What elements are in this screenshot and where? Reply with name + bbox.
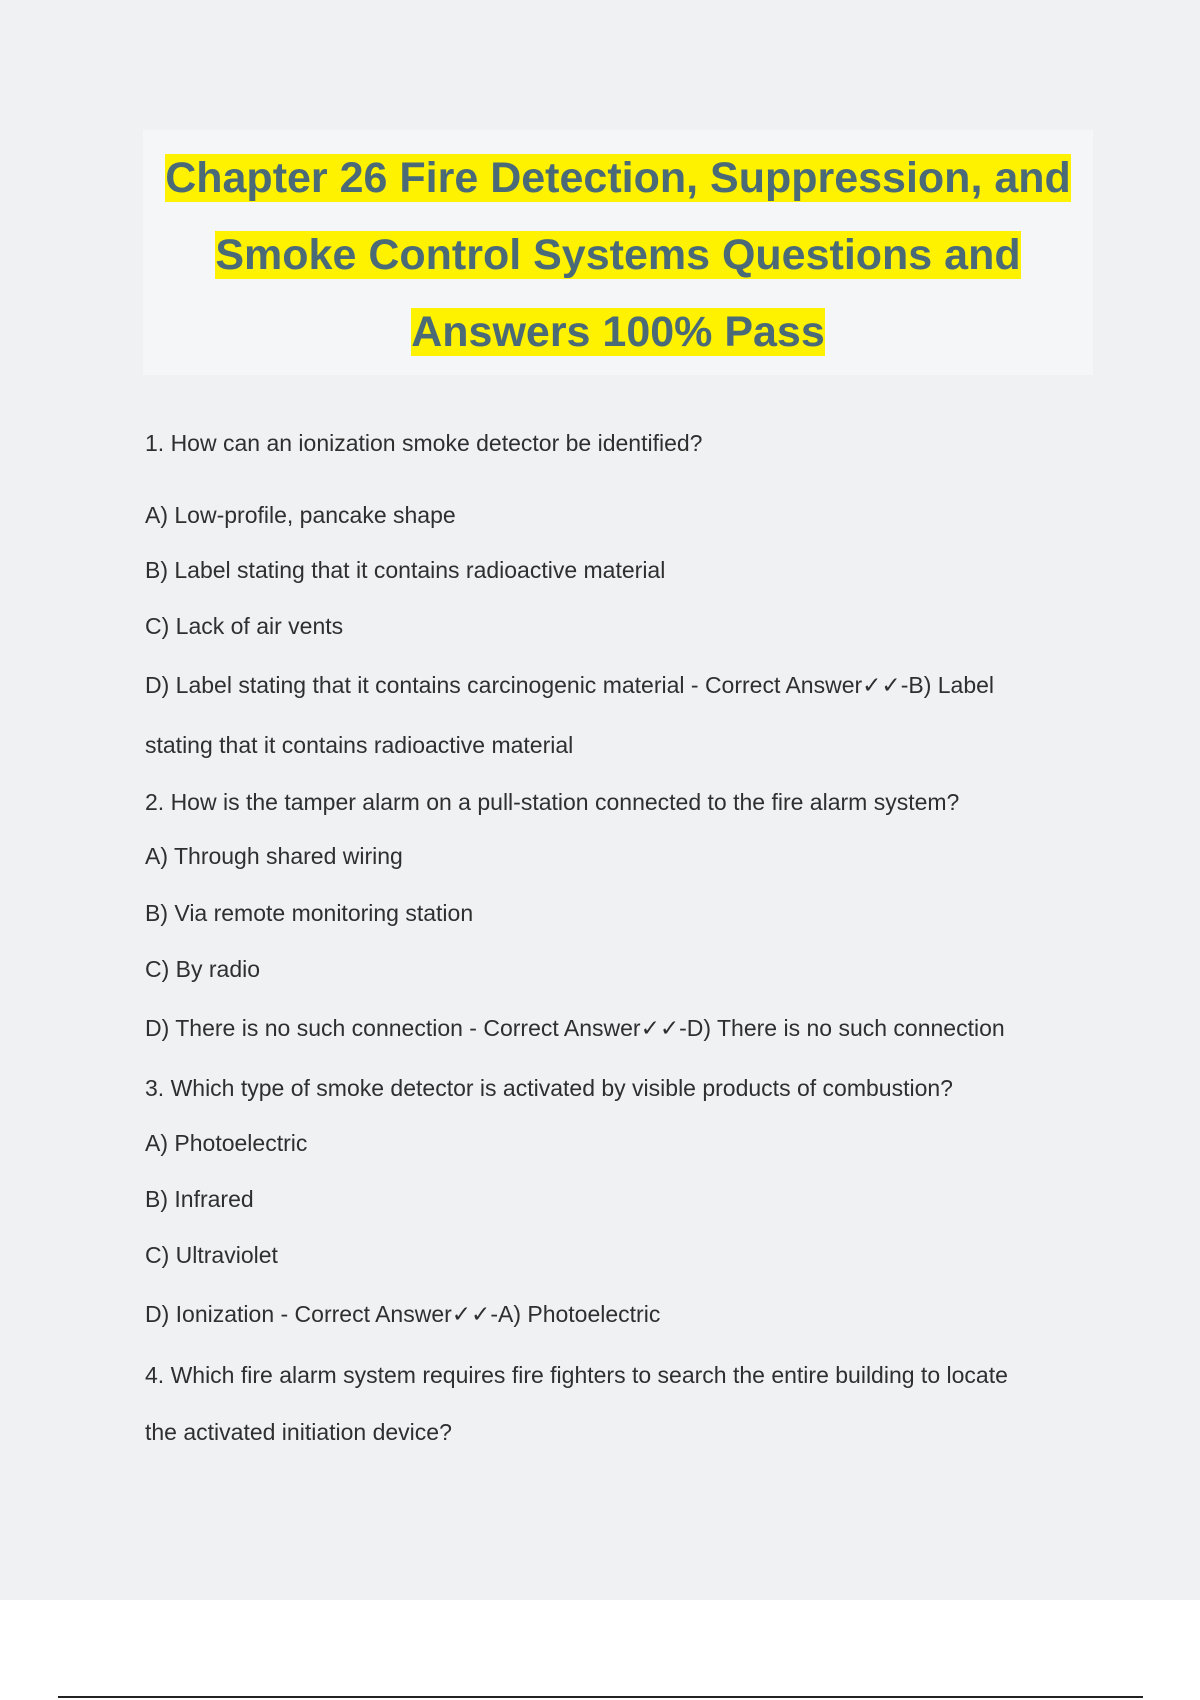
question-2-option-a: A) Through shared wiring xyxy=(145,843,403,869)
question-2-option-b: B) Via remote monitoring station xyxy=(145,900,474,926)
question-3-option-a: A) Photoelectric xyxy=(145,1130,308,1156)
question-1-text: 1. How can an ionization smoke detector be identified? xyxy=(145,430,703,456)
footer-divider xyxy=(58,1696,1143,1698)
question-1-answer-continued: stating that it contains radioactive material xyxy=(145,732,574,758)
title-line: Answers 100% Pass xyxy=(411,308,825,356)
title-line: Smoke Control Systems Questions and xyxy=(215,231,1021,279)
question-2-text: 2. How is the tamper alarm on a pull-station connected to the fire alarm system? xyxy=(145,789,960,815)
question-4-text: 4. Which fire alarm system requires fire fighters to search the entire building to locate xyxy=(145,1362,1008,1388)
question-3-option-b: B) Infrared xyxy=(145,1186,254,1212)
question-1-option-d-answer: D) Label stating that it contains carcinogenic material - Correct Answer✓✓-B) Label xyxy=(145,672,995,698)
title-line: Chapter 26 Fire Detection, Suppression, and xyxy=(165,154,1071,202)
question-3-text: 3. Which type of smoke detector is activated by visible products of combustion? xyxy=(145,1075,953,1101)
question-2-option-d-answer: D) There is no such connection - Correct Answer✓✓-D) There is no such connection xyxy=(145,1015,1005,1041)
question-1-option-b: B) Label stating that it contains radioactive material xyxy=(145,557,666,583)
question-1-option-a: A) Low-profile, pancake shape xyxy=(145,502,456,528)
question-4-text-continued: the activated initiation device? xyxy=(145,1419,452,1445)
question-3-option-d-answer: D) Ionization - Correct Answer✓✓-A) Photoelectric xyxy=(145,1301,661,1327)
document-title xyxy=(143,130,1093,371)
question-3-option-c: C) Ultraviolet xyxy=(145,1242,278,1268)
question-2-option-c: C) By radio xyxy=(145,956,261,982)
question-1-option-c: C) Lack of air vents xyxy=(145,613,344,639)
title-block xyxy=(143,130,1093,375)
